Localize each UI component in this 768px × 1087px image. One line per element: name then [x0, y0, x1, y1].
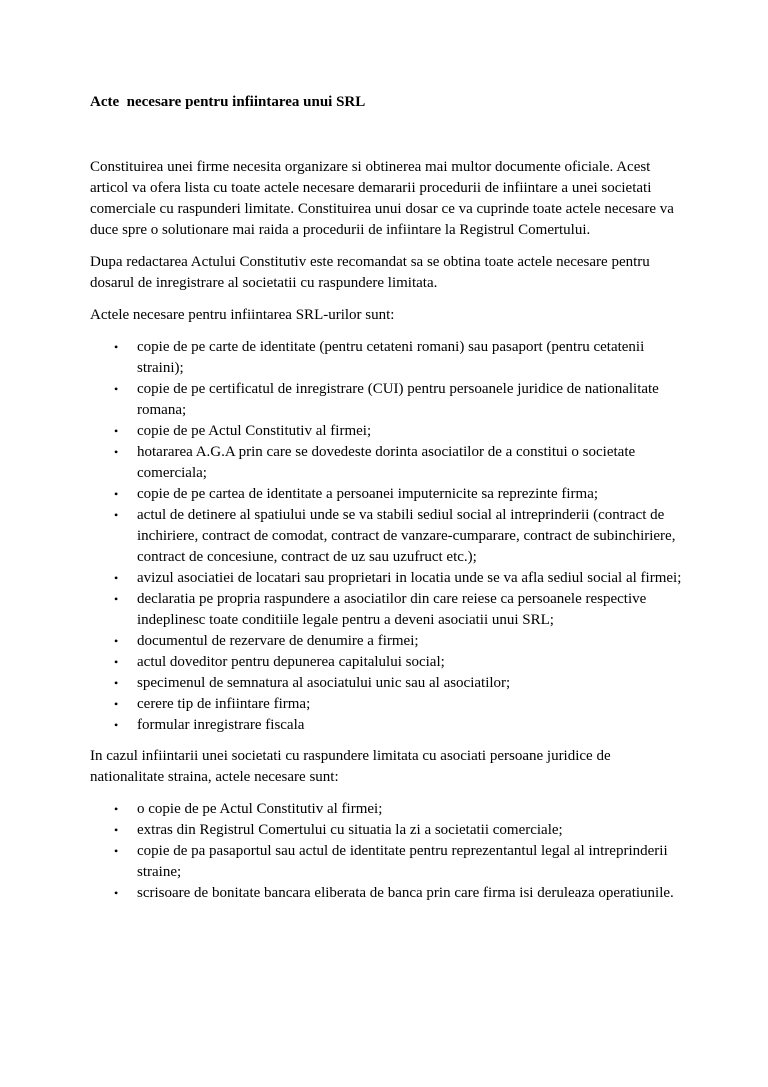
bullet-icon: •	[114, 802, 119, 816]
list-item-text: copie de pe carte de identitate (pentru cetateni romani) sau pasaport (pentru cetatenii straini);	[137, 339, 645, 376]
paragraph-foreign-entities: In cazul infiintarii unei societati cu raspundere limitata cu asociati persoane juridice de nationalitate straina, actele necesare sunt:	[90, 748, 611, 785]
bullet-icon: •	[114, 424, 119, 438]
list-item	[90, 841, 686, 883]
list-item	[90, 694, 686, 715]
paragraph-list-intro: Actele necesare pentru infiintarea SRL-urilor sunt:	[90, 307, 395, 323]
list-item	[90, 337, 686, 379]
bullet-icon: •	[114, 886, 119, 900]
list-item	[90, 820, 686, 841]
bullet-icon: •	[114, 844, 119, 858]
bullet-icon: •	[114, 382, 119, 396]
bullet-icon: •	[114, 634, 119, 648]
list-item	[90, 652, 686, 673]
list-item	[90, 442, 686, 484]
list-item-text: extras din Registrul Comertului cu situatia la zi a societatii comerciale;	[137, 822, 563, 838]
bullet-icon: •	[114, 823, 119, 837]
bullet-icon: •	[114, 718, 119, 732]
bullet-icon: •	[114, 697, 119, 711]
list-item-text: hotararea A.G.A prin care se dovedeste dorinta asociatilor de a constitui o societate comerciala;	[137, 444, 636, 481]
list-item-text: copie de pe Actul Constitutiv al firmei;	[137, 423, 372, 439]
list-item	[90, 715, 686, 736]
list-item-text: avizul asociatiei de locatari sau proprietari in locatia unde se va afla sediul social al firmei;	[137, 570, 682, 586]
bullet-icon: •	[114, 445, 119, 459]
list-item-text: cerere tip de infiintare firma;	[137, 696, 311, 712]
list-item-text: specimenul de semnatura al asociatului unic sau al asociatilor;	[137, 675, 511, 691]
document-title: Acte necesare pentru infiintarea unui SRL	[90, 94, 366, 110]
list-item	[90, 484, 686, 505]
list-item-text: o copie de pe Actul Constitutiv al firmei;	[137, 801, 383, 817]
foreign-documents-list	[90, 799, 686, 904]
bullet-icon: •	[114, 340, 119, 354]
list-item-text: actul de detinere al spatiului unde se va stabili sediul social al intreprinderii (contract de inchiriere, contract de comodat, contract de vanzare-cumparare, contract de subinchiriere, contract de concesiune, contract de uz sau uzufruct etc.);	[137, 507, 676, 565]
list-item-text: copie de pe certificatul de inregistrare (CUI) pentru persoanele juridice de nationalitate romana;	[137, 381, 659, 418]
list-item	[90, 631, 686, 652]
list-item-text: scrisoare de bonitate bancara eliberata de banca prin care firma isi deruleaza operatiunile.	[137, 885, 674, 901]
bullet-icon: •	[114, 508, 119, 522]
bullet-icon: •	[114, 676, 119, 690]
bullet-icon: •	[114, 655, 119, 669]
list-item	[90, 421, 686, 442]
bullet-icon: •	[114, 571, 119, 585]
paragraph-intro: Constituirea unei firme necesita organizare si obtinerea mai multor documente oficiale. Acest articol va ofera lista cu toate actele necesare demararii procedurii de infiintare a unei societati comerciale cu raspunderi limitate. Constituirea unui dosar ce va cuprinde toate actele necesare va duce spre o solutionare mai raida a procedurii de infiintare la Registrul Comertului.	[90, 159, 674, 238]
list-item	[90, 505, 686, 568]
required-documents-list	[90, 337, 686, 736]
list-item	[90, 799, 686, 820]
paragraph-constitutive-act: Dupa redactarea Actului Constitutiv este recomandat sa se obtina toate actele necesare pentru dosarul de inregistrare al societatii cu raspundere limitata.	[90, 254, 650, 291]
bullet-icon: •	[114, 592, 119, 606]
document-body	[90, 92, 686, 914]
list-item-text: declaratia pe propria raspundere a asociatilor din care reiese ca persoanele respective indeplinesc toate conditiile legale pentru a deveni asociatii unui SRL;	[137, 591, 647, 628]
list-item-text: formular inregistrare fiscala	[137, 717, 305, 733]
list-item-text: documentul de rezervare de denumire a firmei;	[137, 633, 419, 649]
list-item	[90, 589, 686, 631]
list-item-text: actul doveditor pentru depunerea capitalului social;	[137, 654, 445, 670]
list-item-text: copie de pe cartea de identitate a persoanei imputernicite sa reprezinte firma;	[137, 486, 599, 502]
bullet-icon: •	[114, 487, 119, 501]
list-item	[90, 883, 686, 904]
list-item	[90, 673, 686, 694]
list-item	[90, 568, 686, 589]
list-item-text: copie de pa pasaportul sau actul de identitate pentru reprezentantul legal al intreprinderii straine;	[137, 843, 668, 880]
list-item	[90, 379, 686, 421]
